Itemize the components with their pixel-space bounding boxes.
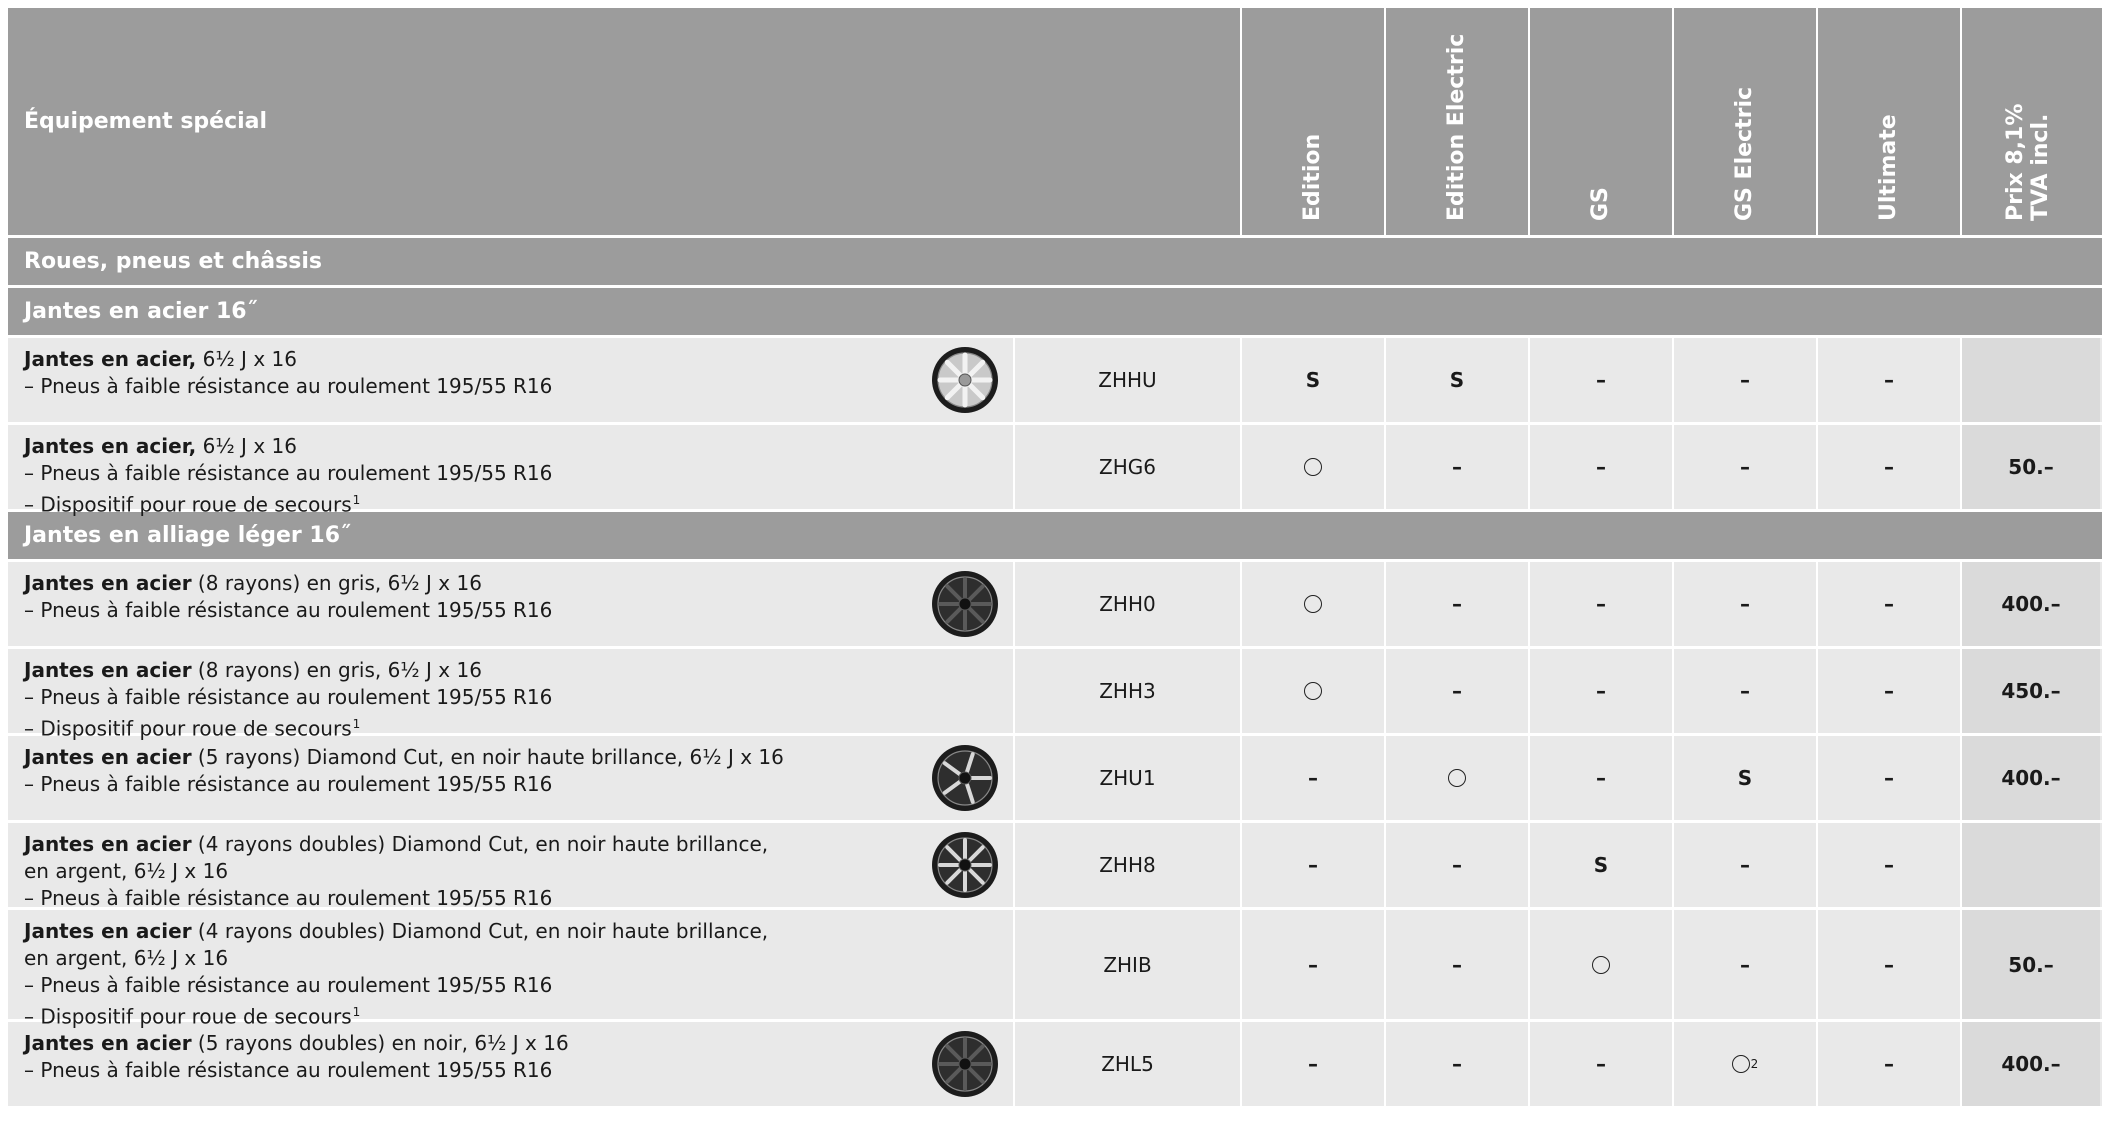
- cell-gs: –: [1528, 649, 1672, 733]
- column-header-ultimate: Ultimate: [1816, 8, 1960, 235]
- cell-gs: –: [1528, 562, 1672, 646]
- section-heading-alloy: Jantes en alliage léger 16˝: [8, 509, 2102, 559]
- table-row: [8, 820, 2102, 910]
- row-spec: (8 rayons) en gris, 6½ J x 16: [191, 658, 482, 682]
- row-detail-line: – Pneus à faible résistance au roulement 195/55 R16: [24, 374, 553, 398]
- cell-edition-electric: –: [1384, 1022, 1528, 1106]
- row-spec: (4 rayons doubles) Diamond Cut, en noir haute brillance,: [191, 919, 769, 943]
- cell-edition-electric: –: [1384, 823, 1528, 907]
- row-detail-line: – Pneus à faible résistance au roulement 195/55 R16: [24, 973, 553, 997]
- column-header-edition-electric: Edition Electric: [1384, 8, 1528, 235]
- cell-ultimate: –: [1816, 562, 1960, 646]
- price-cell: 50.–: [1960, 425, 2100, 509]
- row-title: Jantes en acier,: [24, 347, 197, 371]
- row-spec: (5 rayons) Diamond Cut, en noir haute brillance, 6½ J x 16: [191, 745, 784, 769]
- cell-ultimate: –: [1816, 1022, 1960, 1106]
- cell-gs: [1528, 910, 1672, 1019]
- price-cell: 400.–: [1960, 736, 2100, 820]
- row-spec: 6½ J x 16: [196, 347, 297, 371]
- footnote-mark: 1: [352, 717, 361, 731]
- table-row: [8, 733, 2102, 820]
- row-detail-line: en argent, 6½ J x 16: [24, 859, 229, 883]
- row-description: [8, 338, 1013, 422]
- row-title: Jantes en acier,: [24, 434, 197, 458]
- option-code: ZHHU: [1013, 338, 1240, 422]
- row-description: [8, 910, 1013, 1029]
- cell-edition: –: [1240, 910, 1384, 1019]
- row-title: Jantes en acier: [24, 658, 192, 682]
- row-detail-line: – Dispositif pour roue de secours$^1$: [24, 716, 361, 741]
- cell-edition-electric: –: [1384, 425, 1528, 509]
- cell-gs-electric: –: [1672, 910, 1816, 1019]
- silver-wheel-icon: [931, 346, 999, 414]
- dark-8-spoke-wheel-icon: [931, 570, 999, 638]
- price-cell: [1960, 823, 2100, 907]
- row-spec: (5 rayons doubles) en noir, 6½ J x 16: [191, 1031, 569, 1055]
- row-description: [8, 1022, 1013, 1106]
- cell-gs: –: [1528, 736, 1672, 820]
- optional-circle-icon: [1448, 769, 1466, 787]
- row-title: Jantes en acier: [24, 745, 192, 769]
- cell-ultimate: –: [1816, 736, 1960, 820]
- row-description: [8, 649, 1013, 741]
- cell-edition-electric: [1384, 736, 1528, 820]
- cell-edition: [1240, 562, 1384, 646]
- column-header-gs-electric: GS Electric: [1672, 8, 1816, 235]
- cell-edition-electric: –: [1384, 649, 1528, 733]
- cell-gs-electric: –: [1672, 823, 1816, 907]
- cell-gs: –: [1528, 1022, 1672, 1106]
- cell-ultimate: –: [1816, 649, 1960, 733]
- row-title: Jantes en acier: [24, 1031, 192, 1055]
- option-code: ZHH0: [1013, 562, 1240, 646]
- row-detail-line: – Pneus à faible résistance au roulement 195/55 R16: [24, 772, 553, 796]
- optional-circle-icon: [1592, 956, 1610, 974]
- row-description: [8, 823, 1013, 910]
- cell-edition: S: [1240, 338, 1384, 422]
- cell-edition: –: [1240, 736, 1384, 820]
- cell-gs: S: [1528, 823, 1672, 907]
- price-cell: 450.–: [1960, 649, 2100, 733]
- optional-circle-icon: [1732, 1055, 1750, 1073]
- row-detail-line: en argent, 6½ J x 16: [24, 946, 229, 970]
- cell-gs-electric: –: [1672, 338, 1816, 422]
- cell-ultimate: –: [1816, 910, 1960, 1019]
- diamond-cut-double-spoke-wheel-icon: [931, 831, 999, 899]
- optional-circle-icon: [1304, 682, 1322, 700]
- table-row: [8, 335, 2102, 422]
- row-detail-line: – Pneus à faible résistance au roulement 195/55 R16: [24, 461, 553, 485]
- option-code: ZHIB: [1013, 910, 1240, 1019]
- price-cell: [1960, 338, 2100, 422]
- equipment-table: [8, 8, 2102, 1106]
- price-cell: 50.–: [1960, 910, 2100, 1019]
- row-spec: 6½ J x 16: [196, 434, 297, 458]
- row-spec: (4 rayons doubles) Diamond Cut, en noir haute brillance,: [191, 832, 769, 856]
- table-row: [8, 422, 2102, 517]
- row-detail-line: – Dispositif pour roue de secours$^1$: [24, 492, 361, 517]
- column-header-price: Prix 8,1% TVA incl.: [1960, 8, 2100, 235]
- cell-gs-electric: S: [1672, 736, 1816, 820]
- table-header: [8, 8, 2102, 235]
- row-spec: (8 rayons) en gris, 6½ J x 16: [191, 571, 482, 595]
- table-title: Équipement spécial: [24, 109, 268, 134]
- cell-edition-electric: –: [1384, 562, 1528, 646]
- cell-edition: –: [1240, 1022, 1384, 1106]
- section-heading-steel: Jantes en acier 16˝: [8, 285, 2102, 335]
- optional-circle-icon: [1304, 595, 1322, 613]
- column-header-edition: Edition: [1240, 8, 1384, 235]
- row-description: [8, 736, 1013, 820]
- row-description: [8, 425, 1013, 517]
- cell-gs-electric: –: [1672, 649, 1816, 733]
- table-row: [8, 559, 2102, 646]
- black-double-spoke-wheel-icon: [931, 1030, 999, 1098]
- footnote-mark: 1: [352, 493, 361, 507]
- category-heading: Roues, pneus et châssis: [8, 235, 2102, 285]
- row-detail-line: – Pneus à faible résistance au roulement 195/55 R16: [24, 1058, 553, 1082]
- option-code: ZHG6: [1013, 425, 1240, 509]
- code-column-header: [1013, 8, 1240, 235]
- row-detail-line: – Pneus à faible résistance au roulement 195/55 R16: [24, 685, 553, 709]
- price-cell: 400.–: [1960, 562, 2100, 646]
- table-row: [8, 646, 2102, 741]
- cell-edition: [1240, 425, 1384, 509]
- row-detail-line: – Pneus à faible résistance au roulement 195/55 R16: [24, 598, 553, 622]
- row-title: Jantes en acier: [24, 832, 192, 856]
- cell-edition-electric: –: [1384, 910, 1528, 1019]
- row-title: Jantes en acier: [24, 571, 192, 595]
- optional-circle-icon: [1304, 458, 1322, 476]
- column-header-gs: GS: [1528, 8, 1672, 235]
- cell-gs: –: [1528, 425, 1672, 509]
- cell-edition: [1240, 649, 1384, 733]
- cell-gs-electric: –: [1672, 562, 1816, 646]
- table-row: [8, 907, 2102, 1029]
- cell-edition: –: [1240, 823, 1384, 907]
- cell-gs-electric: [1672, 1022, 1816, 1106]
- alloy-rows: [8, 559, 2102, 1106]
- row-description: [8, 562, 1013, 646]
- option-code: ZHU1: [1013, 736, 1240, 820]
- footnote-mark: 2: [1750, 1057, 1759, 1071]
- diamond-cut-5-spoke-wheel-icon: [931, 744, 999, 812]
- table-row: [8, 1019, 2102, 1106]
- steel-rows: [8, 335, 2102, 517]
- row-detail-line: – Pneus à faible résistance au roulement 195/55 R16: [24, 886, 553, 910]
- row-title: Jantes en acier: [24, 919, 192, 943]
- cell-ultimate: –: [1816, 425, 1960, 509]
- cell-gs-electric: –: [1672, 425, 1816, 509]
- option-code: ZHL5: [1013, 1022, 1240, 1106]
- row-detail-line: – Dispositif pour roue de secours$^1$: [24, 1004, 361, 1029]
- cell-ultimate: –: [1816, 823, 1960, 907]
- cell-edition-electric: S: [1384, 338, 1528, 422]
- cell-gs: –: [1528, 338, 1672, 422]
- cell-ultimate: –: [1816, 338, 1960, 422]
- footnote-mark: 1: [352, 1005, 361, 1019]
- option-code: ZHH3: [1013, 649, 1240, 733]
- price-cell: 400.–: [1960, 1022, 2100, 1106]
- option-code: ZHH8: [1013, 823, 1240, 907]
